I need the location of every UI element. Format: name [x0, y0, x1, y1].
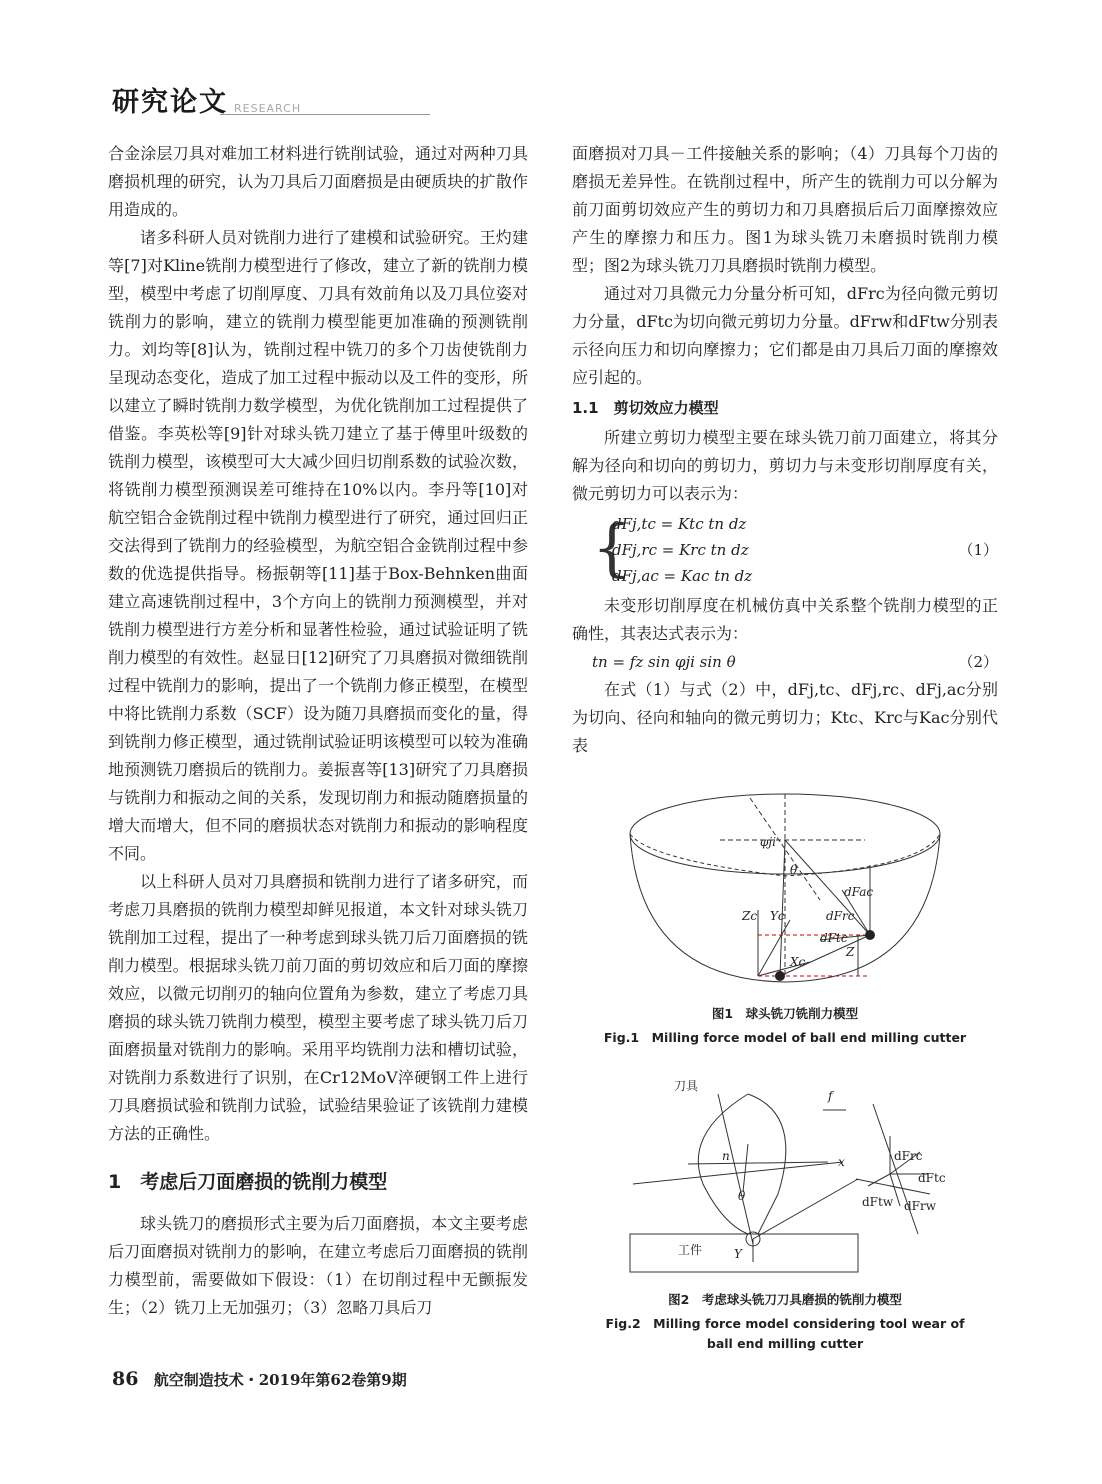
fig1-label-Xc: Xc	[790, 955, 806, 969]
fig2-label-dFrw: dFrw	[904, 1199, 937, 1213]
fig2-label-n: n	[722, 1149, 730, 1163]
workpiece-block	[630, 1234, 858, 1272]
paragraph: 诸多科研人员对铣削力进行了建模和试验研究。王灼建等[7]对Kline铣削力模型进行了修改，建立了新的铣削力模型，模型中考虑了切削厚度、刀具有效前角以及刀具位姿对铣削力的影响，建立的铣削力模型能更加准确的预测铣削力。刘均等[8]认为，铣削过程中铣刀的多个刀齿使铣削力呈现动态变化，造成了加工过程中振动以及工件的变形，所以建立了瞬时铣削力数学模型，为优化铣削加工过程提供了借鉴。李英松等[9]针对球头铣刀建立了基于傅里叶级数的铣削力模型，该模型可大大减少回归切削系数的试验次数，将铣削力模型预测误差可维持在10%以内。李丹等[10]对航空铝合金铣削过程中铣削力模型进行了研究，通过回归正交法得到了铣削力的经验模型，为航空铝合金铣削过程中参数的优选提供指导。杨振朝等[11]基于Box-Behnken曲面建立高速铣削过程中，3个方向上的铣削力预测模型，并对铣削力模型进行方差分析和显著性检验，通过试验证明了铣削力模型的有效性。赵显日[12]研究了刀具磨损对微细铣削过程中铣削力的影响，提出了一个铣削力修正模型，在模型中将比铣削力系数（SCF）设为随刀具磨损而变化的量，得到铣削力修正模型，通过铣削试验证明该模型可以较为准确地预测铣刀磨损后的铣削力。姜振喜等[13]研究了刀具磨损与铣削力和振动之间的关系，发现切削力和振动随磨损量的增大而增大，但不同的磨损状态对铣削力和振动的影响程度不同。	[108, 228, 528, 863]
figure-1-caption-en: Fig.1 Milling force model of ball end milling cutter	[603, 1030, 967, 1045]
paragraph: 球头铣刀的磨损形式主要为后刀面磨损，本文主要考虑后刀面磨损对铣削力的影响，在建立考虑后刀面磨损的铣削力模型前，需要做如下假设：（1）在切削过程中无颤振发生；（2）铣刀上无加强刃；（3）忽略刀具后刀	[108, 1214, 528, 1317]
subsection-heading: 1.1 剪切效应力模型	[572, 399, 719, 417]
fig1-label-dFac: dFac	[844, 885, 874, 899]
equation-2	[572, 648, 998, 676]
eq2-body: tn = fz sin φji sin θ	[592, 653, 736, 671]
paragraph: 面磨损对刀具－工件接触关系的影响；（4）刀具每个刀齿的磨损无差异性。在铣削过程中，所产生的铣削力可以分解为前刀面剪切效应产生的剪切力和刀具磨损后后刀面摩擦效应产生的摩擦力和压力。图1为球头铣刀未磨损时铣削力模型；图2为球头铣刀刀具磨损时铣削力模型。	[572, 144, 998, 275]
fig1-label-phi: φji	[760, 835, 776, 849]
equation-1: { dFj,tc = Ktc tn dz dFj,rc = Krc tn dz dFj,ac = Kac tn dz （1）	[572, 508, 998, 592]
fig2-label-tool: 刀具	[674, 1079, 699, 1093]
header-rule	[220, 114, 430, 115]
fig2-label-x: x	[838, 1155, 845, 1169]
left-column	[108, 140, 528, 1322]
paragraph: 通过对刀具微元力分量分析可知，dFrc为径向微元剪切力分量，dFtc为切向微元剪切力分量。dFrw和dFtw分别表示径向压力和切向摩擦力；它们都是由刀具后刀面的摩擦效应引起的。	[572, 284, 998, 387]
figure-1-diagram	[620, 790, 950, 990]
figure-1-caption-cn: 图1 球头铣刀铣削力模型	[711, 1006, 859, 1021]
paragraph: 以上科研人员对刀具磨损和铣削力进行了诸多研究，而考虑刀具磨损的铣削力模型却鲜见报道，本文针对球头铣刀铣削加工过程，提出了一种考虑到球头铣刀后刀面磨损的铣削力模型。根据球头铣刀前刀面的剪切效应和后刀面的摩擦效应，以微元切削刃的轴向位置角为参数，建立了考虑刀具磨损的球头铣刀铣削力模型，模型主要考虑了球头铣刀后刀面磨损量对铣削力的影响。采用平均铣削力法和槽切试验，对铣削力系数进行了识别，在Cr12MoV淬硬钢工件上进行刀具磨损试验和铣削力试验，试验结果验证了该铣削力建模方法的正确性。	[108, 872, 528, 1143]
fig2-label-dFrc: dFrc	[894, 1149, 923, 1163]
fig2-label-dFtw: dFtw	[862, 1195, 894, 1209]
journal-name: 航空制造技术・2019年第62卷第9期	[153, 1371, 407, 1389]
section-subtitle: RESEARCH	[234, 102, 302, 115]
fig2-label-Y: Y	[734, 1247, 742, 1261]
right-column	[572, 140, 998, 760]
figure-2-caption-en-2: ball end milling cutter	[706, 1336, 864, 1351]
fig2-label-dFtc: dFtc	[918, 1171, 946, 1185]
paragraph: 在式（1）与式（2）中，dFj,tc、dFj,rc、dFj,ac分别为切向、径向和轴向的微元剪切力；Ktc、Krc与Kac分别代表	[572, 680, 998, 755]
eq1-line-c: dFj,ac = Kac tn dz	[612, 567, 753, 585]
eq1-number: （1）	[958, 541, 998, 559]
fig1-label-dFrc: dFrc	[826, 909, 855, 923]
fig2-label-f: f	[828, 1089, 833, 1103]
fig2-label-workpiece: 工件	[678, 1243, 703, 1257]
page-header	[112, 78, 532, 118]
page-footer	[112, 1368, 407, 1390]
fig1-label-Z: Z	[846, 945, 855, 959]
figure-2-caption-en-1: Fig.2 Milling force model considering tool wear of	[605, 1316, 965, 1331]
section-heading: 1 考虑后刀面磨损的铣削力模型	[108, 1171, 388, 1193]
figure-2-diagram	[628, 1074, 958, 1274]
fig2-label-theta: θ	[738, 1189, 746, 1203]
paragraph: 合金涂层刀具对难加工材料进行铣削试验，通过对两种刀具磨损机理的研究，认为刀具后刀面磨损是由硬质块的扩散作用造成的。	[108, 144, 528, 219]
paragraph: 所建立剪切力模型主要在球头铣刀前刀面建立，将其分解为径向和切向的剪切力，剪切力与未变形切削厚度有关，微元剪切力可以表示为：	[572, 428, 998, 503]
section-title: 研究论文	[112, 87, 228, 118]
figure-2-caption-cn: 图2 考虑球头铣刀刀具磨损的铣削力模型	[668, 1292, 902, 1307]
eq2-number: （2）	[958, 653, 998, 671]
fig1-label-Zc: Zc	[742, 909, 758, 923]
eq1-line-b: dFj,rc = Krc tn dz	[612, 541, 749, 559]
eq1-line-a: dFj,tc = Ktc tn dz	[612, 515, 747, 533]
fig1-label-theta: θ	[790, 863, 798, 877]
tool-edge-front	[748, 1094, 786, 1234]
paragraph: 未变形切削厚度在机械仿真中关系整个铣削力模型的正确性，其表达式表示为：	[572, 596, 998, 643]
fig1-label-Yc: Yc	[770, 909, 785, 923]
page-number: 86	[112, 1368, 139, 1390]
fig1-label-dFtc: dFtc	[820, 931, 848, 945]
